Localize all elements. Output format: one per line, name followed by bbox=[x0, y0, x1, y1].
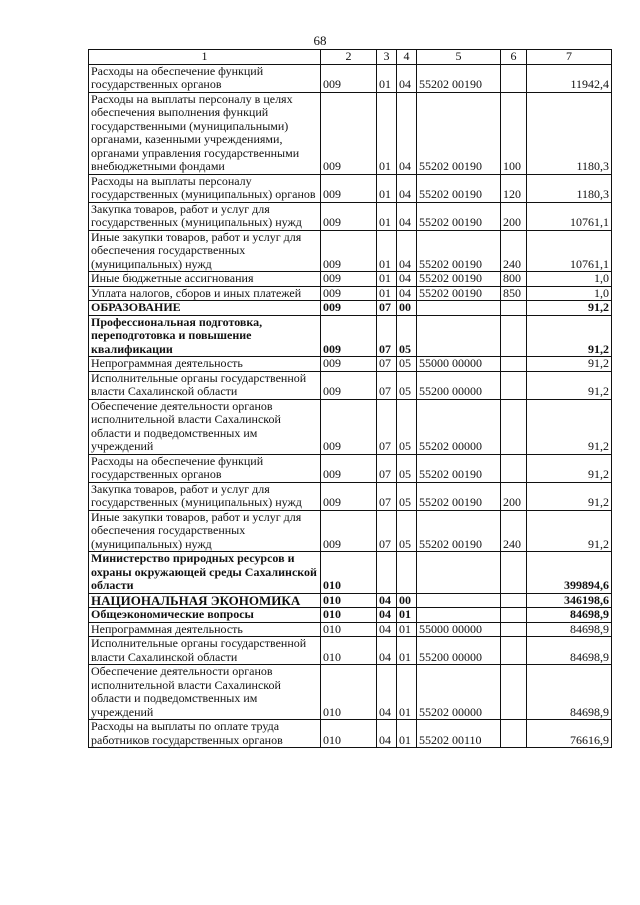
row-name: Обеспечение деятельности органов исполнительной власти Сахалинской области и подведомственных им учреждений bbox=[89, 665, 321, 720]
row-section: 04 bbox=[377, 720, 397, 748]
row-expense-type bbox=[501, 357, 527, 372]
table-row bbox=[89, 637, 612, 665]
row-amount: 91,2 bbox=[527, 371, 612, 399]
row-target-article bbox=[417, 608, 501, 623]
row-expense-type bbox=[501, 720, 527, 748]
row-subsection bbox=[397, 552, 417, 594]
row-expense-type bbox=[501, 371, 527, 399]
row-name: Расходы на выплаты персоналу в целях обеспечения выполнения функций государственными (муниципальными) органами, казенными учреждениями, органами управления государственными внебюджетными фондами bbox=[89, 92, 321, 174]
row-section: 07 bbox=[377, 454, 397, 482]
row-ministry-code: 009 bbox=[321, 272, 377, 287]
row-amount: 91,2 bbox=[527, 399, 612, 454]
row-amount: 346198,6 bbox=[527, 593, 612, 608]
row-section: 04 bbox=[377, 637, 397, 665]
table-row bbox=[89, 64, 612, 92]
row-section: 07 bbox=[377, 357, 397, 372]
table-row bbox=[89, 454, 612, 482]
row-section bbox=[377, 552, 397, 594]
table-body bbox=[89, 64, 612, 748]
row-expense-type bbox=[501, 552, 527, 594]
row-amount: 10761,1 bbox=[527, 202, 612, 230]
row-expense-type bbox=[501, 315, 527, 357]
row-expense-type bbox=[501, 454, 527, 482]
row-ministry-code: 010 bbox=[321, 593, 377, 608]
row-name: Министерство природных ресурсов и охраны окружающей среды Сахалинской области bbox=[89, 552, 321, 594]
row-name: Иные закупки товаров, работ и услуг для обеспечения государственных (муниципальных) нужд bbox=[89, 230, 321, 272]
row-subsection: 04 bbox=[397, 272, 417, 287]
row-amount: 91,2 bbox=[527, 510, 612, 552]
row-subsection: 00 bbox=[397, 301, 417, 316]
row-amount: 84698,9 bbox=[527, 665, 612, 720]
row-target-article: 55202 00190 bbox=[417, 174, 501, 202]
row-expense-type bbox=[501, 593, 527, 608]
row-target-article: 55202 00190 bbox=[417, 286, 501, 301]
table-row bbox=[89, 665, 612, 720]
row-section: 01 bbox=[377, 64, 397, 92]
table-row bbox=[89, 608, 612, 623]
row-name: Непрограммная деятельность bbox=[89, 357, 321, 372]
row-ministry-code: 009 bbox=[321, 286, 377, 301]
header-col-4: 4 bbox=[397, 50, 417, 65]
row-ministry-code: 009 bbox=[321, 510, 377, 552]
row-name: Исполнительные органы государственной власти Сахалинской области bbox=[89, 637, 321, 665]
row-expense-type: 240 bbox=[501, 510, 527, 552]
row-ministry-code: 010 bbox=[321, 622, 377, 637]
row-ministry-code: 009 bbox=[321, 202, 377, 230]
row-subsection: 05 bbox=[397, 482, 417, 510]
row-amount: 76616,9 bbox=[527, 720, 612, 748]
row-ministry-code: 010 bbox=[321, 608, 377, 623]
row-target-article: 55200 00000 bbox=[417, 637, 501, 665]
row-target-article: 55202 00190 bbox=[417, 272, 501, 287]
row-name: Обеспечение деятельности органов исполнительной власти Сахалинской области и подведомственных им учреждений bbox=[89, 399, 321, 454]
row-ministry-code: 009 bbox=[321, 482, 377, 510]
row-amount: 399894,6 bbox=[527, 552, 612, 594]
row-amount: 91,2 bbox=[527, 357, 612, 372]
row-amount: 91,2 bbox=[527, 482, 612, 510]
row-expense-type bbox=[501, 608, 527, 623]
row-expense-type bbox=[501, 301, 527, 316]
row-expense-type: 100 bbox=[501, 92, 527, 174]
table-row bbox=[89, 593, 612, 608]
row-target-article: 55202 00190 bbox=[417, 482, 501, 510]
row-name: Расходы на обеспечение функций государственных органов bbox=[89, 64, 321, 92]
row-expense-type: 200 bbox=[501, 482, 527, 510]
table-row bbox=[89, 399, 612, 454]
row-section: 07 bbox=[377, 399, 397, 454]
row-target-article bbox=[417, 552, 501, 594]
row-subsection: 05 bbox=[397, 371, 417, 399]
header-col-2: 2 bbox=[321, 50, 377, 65]
row-section: 04 bbox=[377, 593, 397, 608]
header-col-1: 1 bbox=[89, 50, 321, 65]
row-ministry-code: 009 bbox=[321, 174, 377, 202]
row-subsection: 00 bbox=[397, 593, 417, 608]
row-expense-type: 240 bbox=[501, 230, 527, 272]
row-ministry-code: 009 bbox=[321, 454, 377, 482]
row-subsection: 05 bbox=[397, 357, 417, 372]
row-amount: 1180,3 bbox=[527, 92, 612, 174]
row-target-article: 55202 00190 bbox=[417, 64, 501, 92]
row-subsection: 04 bbox=[397, 92, 417, 174]
row-name: Закупка товаров, работ и услуг для государственных (муниципальных) нужд bbox=[89, 202, 321, 230]
row-subsection: 05 bbox=[397, 510, 417, 552]
header-col-6: 6 bbox=[501, 50, 527, 65]
row-ministry-code: 010 bbox=[321, 665, 377, 720]
row-section: 04 bbox=[377, 608, 397, 623]
row-expense-type bbox=[501, 399, 527, 454]
row-name: ОБРАЗОВАНИЕ bbox=[89, 301, 321, 316]
row-name: Исполнительные органы государственной власти Сахалинской области bbox=[89, 371, 321, 399]
row-target-article bbox=[417, 593, 501, 608]
row-subsection: 04 bbox=[397, 230, 417, 272]
row-target-article: 55000 00000 bbox=[417, 622, 501, 637]
row-name: Расходы на обеспечение функций государственных органов bbox=[89, 454, 321, 482]
row-amount: 11942,4 bbox=[527, 64, 612, 92]
row-section: 01 bbox=[377, 230, 397, 272]
row-section: 01 bbox=[377, 174, 397, 202]
row-target-article bbox=[417, 315, 501, 357]
row-ministry-code: 009 bbox=[321, 301, 377, 316]
row-subsection: 01 bbox=[397, 720, 417, 748]
table-row bbox=[89, 552, 612, 594]
row-subsection: 01 bbox=[397, 622, 417, 637]
row-ministry-code: 010 bbox=[321, 637, 377, 665]
row-expense-type: 200 bbox=[501, 202, 527, 230]
table-row bbox=[89, 230, 612, 272]
table-row bbox=[89, 272, 612, 287]
table-row bbox=[89, 371, 612, 399]
row-amount: 1,0 bbox=[527, 272, 612, 287]
row-ministry-code: 009 bbox=[321, 315, 377, 357]
row-expense-type: 850 bbox=[501, 286, 527, 301]
header-col-3: 3 bbox=[377, 50, 397, 65]
page-number: 68 bbox=[313, 33, 327, 48]
row-name: Расходы на выплаты по оплате труда работников государственных органов bbox=[89, 720, 321, 748]
row-expense-type bbox=[501, 665, 527, 720]
budget-table bbox=[88, 49, 612, 748]
row-section: 01 bbox=[377, 92, 397, 174]
row-subsection: 05 bbox=[397, 454, 417, 482]
table-row bbox=[89, 286, 612, 301]
row-ministry-code: 009 bbox=[321, 399, 377, 454]
row-section: 07 bbox=[377, 482, 397, 510]
row-ministry-code: 010 bbox=[321, 720, 377, 748]
row-amount: 91,2 bbox=[527, 454, 612, 482]
row-section: 01 bbox=[377, 286, 397, 301]
row-subsection: 04 bbox=[397, 174, 417, 202]
row-target-article: 55200 00000 bbox=[417, 371, 501, 399]
row-ministry-code: 009 bbox=[321, 371, 377, 399]
table-row bbox=[89, 510, 612, 552]
table-row bbox=[89, 92, 612, 174]
row-expense-type: 800 bbox=[501, 272, 527, 287]
row-name: Общеэкономические вопросы bbox=[89, 608, 321, 623]
row-amount: 1180,3 bbox=[527, 174, 612, 202]
row-name: НАЦИОНАЛЬНАЯ ЭКОНОМИКА bbox=[89, 593, 321, 608]
row-name: Иные бюджетные ассигнования bbox=[89, 272, 321, 287]
row-section: 04 bbox=[377, 622, 397, 637]
table-row bbox=[89, 301, 612, 316]
row-ministry-code: 010 bbox=[321, 552, 377, 594]
table-row bbox=[89, 482, 612, 510]
row-expense-type bbox=[501, 622, 527, 637]
row-ministry-code: 009 bbox=[321, 92, 377, 174]
row-expense-type bbox=[501, 637, 527, 665]
row-subsection: 01 bbox=[397, 637, 417, 665]
row-subsection: 01 bbox=[397, 608, 417, 623]
row-section: 01 bbox=[377, 202, 397, 230]
row-section: 07 bbox=[377, 301, 397, 316]
row-target-article: 55202 00190 bbox=[417, 230, 501, 272]
row-section: 07 bbox=[377, 371, 397, 399]
row-subsection: 04 bbox=[397, 286, 417, 301]
row-ministry-code: 009 bbox=[321, 230, 377, 272]
row-amount: 10761,1 bbox=[527, 230, 612, 272]
row-target-article bbox=[417, 301, 501, 316]
row-amount: 84698,9 bbox=[527, 637, 612, 665]
row-subsection: 05 bbox=[397, 399, 417, 454]
row-section: 01 bbox=[377, 272, 397, 287]
row-ministry-code: 009 bbox=[321, 64, 377, 92]
row-expense-type: 120 bbox=[501, 174, 527, 202]
table-row bbox=[89, 622, 612, 637]
row-amount: 84698,9 bbox=[527, 622, 612, 637]
row-subsection: 04 bbox=[397, 64, 417, 92]
row-section: 07 bbox=[377, 315, 397, 357]
header-col-7: 7 bbox=[527, 50, 612, 65]
row-ministry-code: 009 bbox=[321, 357, 377, 372]
row-target-article: 55202 00190 bbox=[417, 202, 501, 230]
row-name: Иные закупки товаров, работ и услуг для обеспечения государственных (муниципальных) нужд bbox=[89, 510, 321, 552]
row-target-article: 55202 00000 bbox=[417, 665, 501, 720]
row-target-article: 55000 00000 bbox=[417, 357, 501, 372]
row-amount: 84698,9 bbox=[527, 608, 612, 623]
row-name: Профессиональная подготовка, переподготовка и повышение квалификации bbox=[89, 315, 321, 357]
row-target-article: 55202 00190 bbox=[417, 92, 501, 174]
row-target-article: 55202 00190 bbox=[417, 510, 501, 552]
table-row bbox=[89, 720, 612, 748]
table-row bbox=[89, 357, 612, 372]
row-target-article: 55202 00110 bbox=[417, 720, 501, 748]
row-target-article: 55202 00000 bbox=[417, 399, 501, 454]
row-name: Расходы на выплаты персоналу государственных (муниципальных) органов bbox=[89, 174, 321, 202]
header-col-5: 5 bbox=[417, 50, 501, 65]
row-target-article: 55202 00190 bbox=[417, 454, 501, 482]
row-amount: 91,2 bbox=[527, 315, 612, 357]
header-row bbox=[89, 50, 612, 65]
table-row bbox=[89, 315, 612, 357]
row-section: 07 bbox=[377, 510, 397, 552]
row-subsection: 01 bbox=[397, 665, 417, 720]
table-row bbox=[89, 202, 612, 230]
row-section: 04 bbox=[377, 665, 397, 720]
row-subsection: 05 bbox=[397, 315, 417, 357]
row-name: Уплата налогов, сборов и иных платежей bbox=[89, 286, 321, 301]
row-amount: 1,0 bbox=[527, 286, 612, 301]
table-row bbox=[89, 174, 612, 202]
row-name: Непрограммная деятельность bbox=[89, 622, 321, 637]
row-amount: 91,2 bbox=[527, 301, 612, 316]
row-name: Закупка товаров, работ и услуг для государственных (муниципальных) нужд bbox=[89, 482, 321, 510]
row-subsection: 04 bbox=[397, 202, 417, 230]
row-expense-type bbox=[501, 64, 527, 92]
